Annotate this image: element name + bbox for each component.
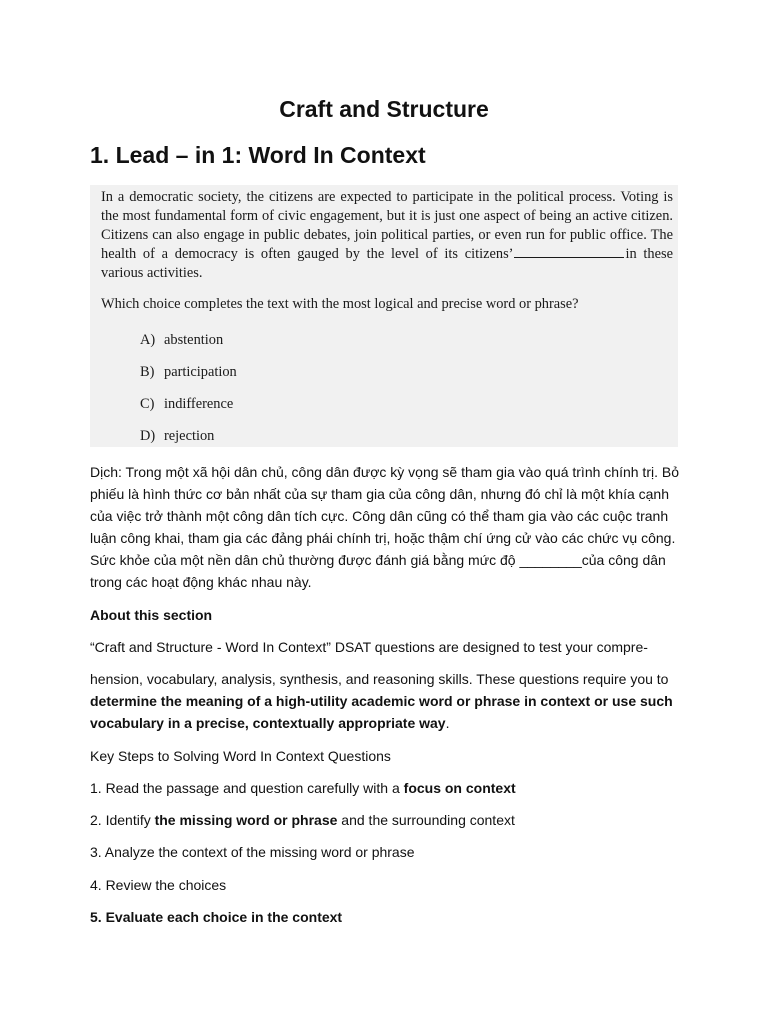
question-box <box>90 185 678 447</box>
choice-letter: C) <box>140 396 155 412</box>
choice-d <box>140 428 214 445</box>
about-line-1: “Craft and Structure - Word In Context” DSAT questions are designed to test your compre- <box>90 639 648 655</box>
step-2 <box>90 809 690 831</box>
choice-letter: A) <box>140 332 156 348</box>
step-2-end: and the surrounding context <box>337 812 515 828</box>
choice-text: rejection <box>164 428 215 444</box>
step-5 <box>90 906 690 928</box>
step-2-text: 2. Identify <box>90 812 155 828</box>
about-heading-text: About this section <box>90 607 213 623</box>
choice-letter: B) <box>140 364 155 380</box>
translation-text: Dịch: Trong một xã hội dân chủ, công dân được kỳ vọng sẽ tham gia vào quá trình chính trị. Bỏ phiếu là hình thức cơ bản nhất của sự tham gia của công dân, nhưng đó chỉ là một khía cạnh của việc trở thành một công dân tích cực. Công dân cũng có thể tham gia vào các cuộc tranh luận công khai, tham gia các đảng phái chính trị, hoặc thậm chí ứng cử vào các chức vụ công. Sức khỏe của một nền dân chủ thường được đánh giá bằng mức độ ________của công dân trong các hoạt động khác nhau này. <box>90 464 679 590</box>
step-1-text: 1. Read the passage and question carefully with a <box>90 780 404 796</box>
page-title: Craft and Structure <box>279 96 489 122</box>
about-text: hension, vocabulary, analysis, synthesis, and reasoning skills. These questions require you to <box>90 671 669 687</box>
step-4: 4. Review the choices <box>90 877 227 893</box>
choice-text: participation <box>164 364 237 380</box>
about-bold-text: determine the meaning of a high-utility academic word or phrase in context or use such vocabulary in a precise, contextually appropriate way <box>90 693 673 731</box>
passage-text: In a democratic society, the citizens are expected to participate in the political process. Voting is the most fundamental form of civic engagement, but it is just one aspect of being an active citizen. Citizens can also engage in public debates, join political parties, or even run for public office. The health of a democracy is often gauged by the level of its citizens’ <box>101 189 673 262</box>
choice-a <box>140 332 223 349</box>
answer-blank <box>514 245 624 258</box>
step-1-bold: focus on context <box>403 780 516 796</box>
choice-b <box>140 364 237 381</box>
choice-letter: D) <box>140 428 156 444</box>
section-heading: 1. Lead – in 1: Word In Context <box>90 142 426 168</box>
step-3: 3. Analyze the context of the missing word or phrase <box>90 844 415 860</box>
question-passage <box>101 188 673 283</box>
step-1 <box>90 777 690 799</box>
choice-text: indifference <box>164 396 234 412</box>
step-2-bold: the missing word or phrase <box>154 812 338 828</box>
passage-text-end: in these various activities. <box>101 246 673 281</box>
step-5-bold: 5. Evaluate each choice in the context <box>90 909 343 925</box>
question-prompt: Which choice completes the text with the most logical and precise word or phrase? <box>101 296 579 312</box>
about-end: . <box>445 715 450 731</box>
about-heading <box>90 604 690 626</box>
about-paragraph <box>90 668 682 734</box>
steps-heading: Key Steps to Solving Word In Context Questions <box>90 748 391 764</box>
choice-text: abstention <box>164 332 224 348</box>
choice-c <box>140 396 233 413</box>
